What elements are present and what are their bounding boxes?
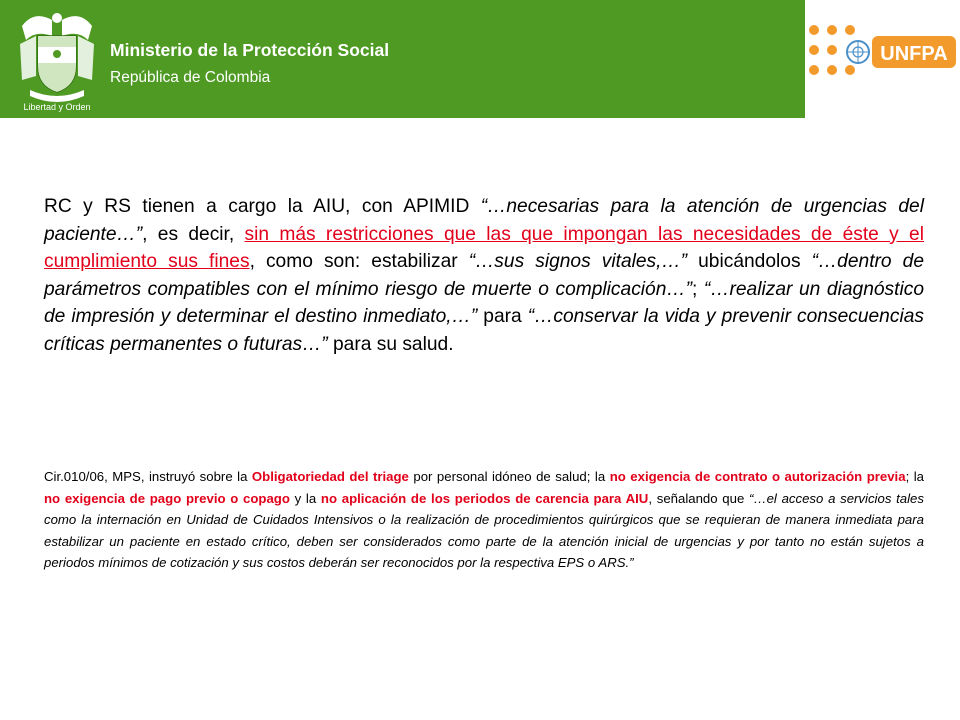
- text-segment: y la: [289, 490, 321, 506]
- paragraph-urgencias: [44, 193, 924, 359]
- text-segment: ; la: [905, 469, 924, 484]
- quote-segment: “…dentro de parámetros compatibles con el mínimo riesgo de muerte o complicación…”: [44, 251, 924, 300]
- text-segment: Cir.010/06, MPS, instruyó sobre la: [44, 469, 252, 484]
- quote-segment: “…sus signos vitales,…”: [468, 251, 688, 273]
- motto-text: Libertad y Orden: [23, 102, 91, 112]
- paragraph-circular: [44, 466, 924, 574]
- coat-of-arms-logo: [12, 6, 102, 114]
- quote-segment: “…necesarias para la atención de urgencias del paciente…”: [44, 196, 924, 245]
- header-banner: [0, 0, 805, 118]
- quote-segment: “…conservar la vida y prevenir consecuencias críticas permanentes o futuras…”: [44, 306, 924, 355]
- text-segment: , es decir,: [142, 223, 245, 245]
- text-segment: por personal idóneo de salud; la: [408, 469, 610, 484]
- text-segment: para: [477, 306, 528, 328]
- unfpa-logo: [806, 20, 956, 92]
- text-segment: RC y RS tienen a cargo la AIU, con APIMID: [44, 196, 481, 217]
- quote-segment: “…el acceso a servicios tales como la internación en Unidad de Cuidados Intensivos o la realización de procedimientos quirúrgicos que se requieran de manera inmediata para estabilizar un paciente en estado crítico, deben ser considerados como parte de la atención inicial de urgencias y por tanto no están sujetos a periodos mínimos de cotización y sus costos deberán ser reconocidos por la respectiva EPS o ARS.”: [44, 490, 924, 570]
- text-segment: , como son: estabilizar: [249, 251, 469, 273]
- restricciones-link[interactable]: sin más restricciones que las que impongan las necesidades de éste y el cumplimiento sus fines: [44, 223, 924, 273]
- text-segment: ubicándolos: [687, 251, 812, 273]
- quote-segment: “…realizar un diagnóstico de impresión y determinar el destino inmediato,…”: [44, 278, 924, 328]
- ministry-title: Ministerio de la Protección Social: [110, 40, 390, 60]
- republic-subtitle: República de Colombia: [110, 69, 271, 86]
- text-segment: para su salud.: [327, 333, 454, 355]
- highlight-triage: Obligatoriedad del triage: [251, 469, 409, 484]
- highlight-contrato: no exigencia de contrato o autorización previa: [609, 469, 906, 484]
- highlight-pago: no exigencia de pago previo o copago: [44, 490, 290, 506]
- un-emblem-icon: [847, 41, 869, 63]
- unfpa-text: UNFPA: [880, 43, 948, 65]
- text-segment: , señalando que: [648, 490, 750, 506]
- highlight-carencia: no aplicación de los periodos de carencia para AIU: [320, 490, 649, 506]
- text-segment: ;: [691, 278, 704, 300]
